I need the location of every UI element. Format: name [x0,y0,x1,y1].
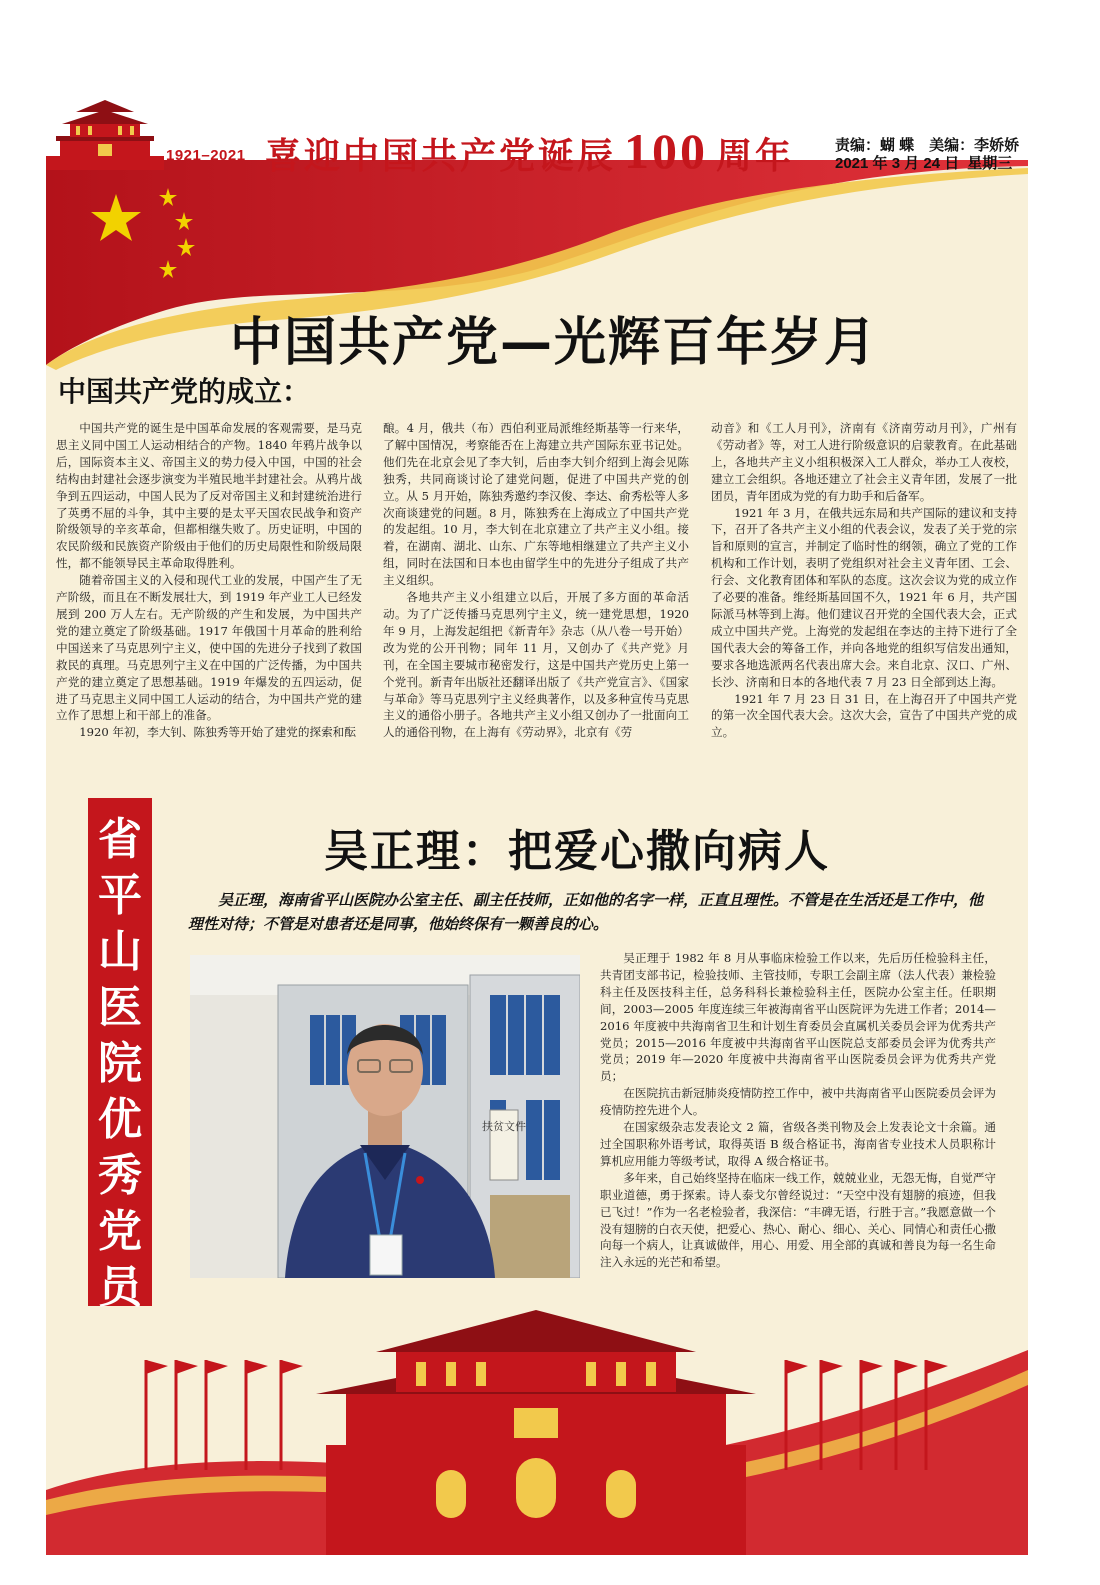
header-editor: 责编：蝴 蝶 美编：李娇娇 [835,137,1020,154]
banner-text: 省平山医院优秀党员 [98,814,142,1313]
tiananmen-footer-illustration [46,1290,1028,1555]
slogan-prefix: 喜迎中国共产党诞辰 [265,135,617,177]
article1-title: 中国共产党—光辉百年岁月 [230,313,879,373]
weekday-text: 星期三 [967,155,1013,172]
article1-subtitle: 中国共产党的成立： [58,375,311,408]
article2-lead: 吴正理，海南省平山医院办公室主任、副主任技师，正如他的名字一样，正直且理性。不管是在生活还是工作中，他理性对待；不管是对患者还是同事，他始终保有一颗善良的心。 [188,891,984,933]
paragraph: 1920 年初，李大钊、陈独秀等开始了建党的探索和酝 [79,725,356,740]
paragraph: 酿。4 月，俄共（布）西伯利亚局派维经斯基等一行来华，了解中国情况，考察能否在上海建立共产国际东亚书记处。他们先在北京会见了李大钊，后由李大钊介绍到上海会见陈独秀，共同商谈讨论了建党问题，促进了中国共产党的创立。从 5 月开始，陈独秀邀约李汉俊、李达、俞秀松等人多次商谈建党的问题。8 月，陈独秀在上海成立了中国共产党的发起组。10 月，李大钊在北京建立了共产主义小组。接着，在湖南、湖北、山东、广东等地相继建立了共产主义小组，同时在法国和日本也由留学生中的先进分子组成了共产主义组织。 [383,421,689,588]
paragraph: 中国共产党的诞生是中国革命发展的客观需要，是马克思主义同中国工人运动相结合的产物。1840 年鸦片战争以后，国际资本主义、帝国主义的势力侵入中国，中国的社会结构由封建社会逐步演变为半殖民地半封建社会。从鸦片战争到五四运动，中国人民为了反对帝国主义和封建统治进行了英勇不屈的斗争，其中主要的是太平天国农民战争和资产阶级领导的辛亥革命，但都相继失败了。历史证明，中国的农民阶级和民族资产阶级由于他们的历史局限性和阶级局限性，都不能领导民主革命取得胜利。 [56,421,362,571]
slogan-number: 100 [624,123,709,179]
article1-column-1 [56,420,362,741]
header-date [835,152,1020,173]
paragraph: 在国家级杂志发表论文 2 篇，省级各类刊物及会上发表论文十余篇。通过全国职称外语考试，取得英语 B 级合格证书，海南省专业技术人员职称计算机应用能力等级考试，取得 A 级合格证书。 [600,1120,996,1168]
portrait-photo [190,955,580,1278]
vertical-banner [88,798,152,1313]
photo-sign-text: 扶贫文件 [482,1120,526,1133]
article1-column-3 [711,420,1017,741]
paragraph: 吴正理于 1982 年 8 月从事临床检验工作以来，先后历任检验科主任，共青团支部书记，检验技师、主管技师，专职工会副主席（法人代表）兼检验科主任及医技科主任，总务科科长兼检验科主任，医院办公室主任。任职期间，2003—2005 年度连续三年被海南省平山医院评为先进工作者；2014—2016 年度被中共海南省卫生和计划生育委员会直属机关委员会评为优秀共产党员；2015—2016 年度被中共海南省平山医院总支部委员会评为优秀共产党员；2019 年—2020 年度被中共海南省平山医院委员会评为优秀共产党员； [600,951,996,1084]
paragraph: 在医院抗击新冠肺炎疫情防控工作中，被中共海南省平山医院委员会评为疫情防控先进个人。 [600,1086,996,1118]
article2-title: 吴正理：把爱心撒向病人 [324,826,830,877]
header-years: 1921–2021 [166,147,246,164]
paragraph: 随着帝国主义的入侵和现代工业的发展，中国产生了无产阶级，而且在不断发展壮大，到 1919 年产业工人已经发展到 200 万人左右。无产阶级的产生和发展，为中国共产党的建立奠定了阶级基础。1917 年俄国十月革命的胜利给中国送来了马克思列宁主义，使中国的先进分子找到了救国救民的真理。马克思列宁主义在中国的广泛传播，为中国共产党的建立奠定了思想基础。1919 年爆发的五四运动，促进了马克思主义同中国工人运动的结合，为中国共产党的建立作了思想上和干部上的准备。 [56,573,362,723]
article2-body [600,950,996,1271]
article1-column-2 [383,420,689,741]
paragraph: 多年来，自己始终坚持在临床一线工作，兢兢业业，无怨无悔，自觉严守职业道德，勇于探索。诗人泰戈尔曾经说过：“天空中没有翅膀的痕迹，但我已飞过！”作为一名老检验者，我深信：“丰碑无语，行胜于言。”我愿意做一个没有翅膀的白衣天使，把爱心、热心、耐心、细心、关心、同情心和责任心撒向每一个病人，让真诚做伴，用心、用爱、用全部的真诚和善良为每一名生命注入永远的光芒和希望。 [600,1170,996,1270]
paragraph: 各地共产主义小组建立以后，开展了多方面的革命活动。为了广泛传播马克思列宁主义，统一建党思想，1920 年 9 月，上海发起组把《新青年》杂志（从八卷一号开始）改为党的公开刊物；同年 11 月，又创办了《共产党》月刊，在全国主要城市秘密发行，这是中国共产党历史上第一个党刊。新青年出版社还翻译出版了《共产党宣言》、《国家与革命》等马克思列宁主义经典著作，以及多种宣传马克思主义的通俗小册子。各地共产主义小组又创办了一批面向工人的通俗刊物，在上海有《劳动界》，北京有《劳 [383,590,689,740]
article1-columns [56,420,1020,755]
header-slogan [265,122,794,180]
slogan-suffix: 周年 [716,135,795,177]
paragraph: 1921 年 3 月，在俄共远东局和共产国际的建议和支持下，召开了各共产主义小组的代表会议，发表了关于党的宗旨和原则的宣言，并制定了临时性的纲领，确立了党的工作机构和工作计划，表明了党组织对社会主义青年团、工会、行会、文化教育团体和军队的态度。这次会议为党的成立作了必要的准备。维经斯基回国不久，1921 年 6 月，共产国际派马林等到上海。他们建议召开党的全国代表大会，正式成立中国共产党。上海党的发起组在李达的主持下进行了全国代表大会的筹备工作，并向各地党的组织写信发出通知，要求各地选派两名代表出席大会。来自北京、汉口、广州、长沙、济南和日本的各地代表 7 月 23 日全部到达上海。 [711,505,1017,689]
paragraph: 1921 年 7 月 23 日 31 日，在上海召开了中国共产党的第一次全国代表大会。这次大会，宣告了中国共产党的成立。 [711,691,1017,740]
date-text: 2021 年 3 月 24 日 [835,155,960,172]
paragraph: 动音》和《工人月刊》，济南有《济南劳动月刊》，广州有《劳动者》等，对工人进行阶级意识的启蒙教育。在此基础上，各地共产主义小组积极深入工人群众，举办工人夜校，建立工会组织。各地还建立了社会主义青年团，发展了一批团员，青年团成为党的有力助手和后备军。 [711,421,1017,503]
tiananmen-header-icon [46,98,164,170]
